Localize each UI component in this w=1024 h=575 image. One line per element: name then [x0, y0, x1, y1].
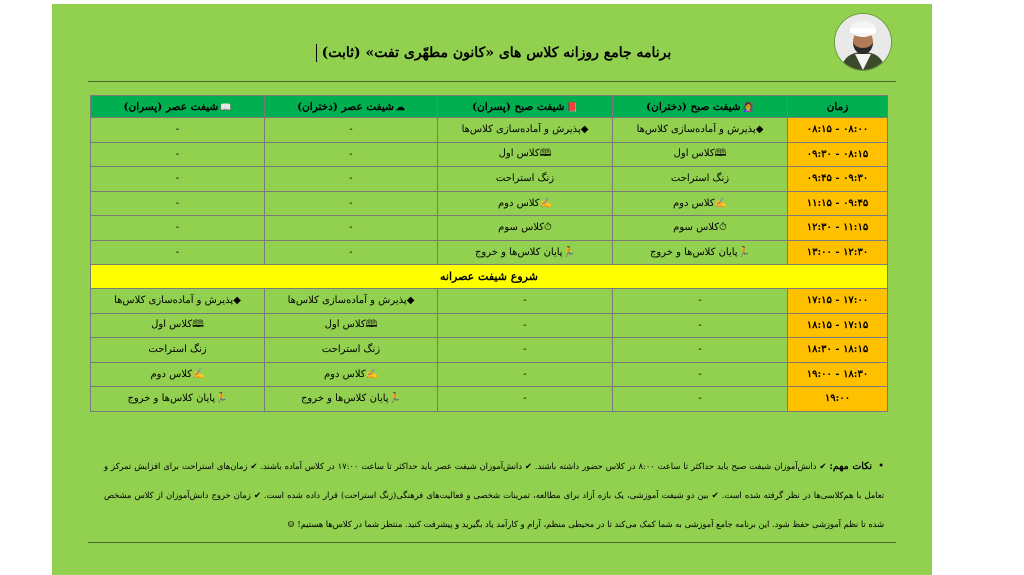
table-cell: ◆پذیرش و آماده‌سازی کلاس‌ها: [265, 289, 438, 314]
table-cell: -: [438, 338, 613, 363]
time-cell: ۱۸:۳۰ - ۱۹:۰۰: [788, 362, 888, 387]
table-cell: 🕮کلاس اول: [438, 142, 613, 167]
table-cell: -: [613, 338, 788, 363]
table-cell: -: [613, 362, 788, 387]
schedule-table: [90, 95, 888, 412]
cloud-icon: ☁: [395, 102, 405, 113]
table-cell: -: [91, 191, 265, 216]
table-cell: -: [91, 216, 265, 241]
table-row: [91, 142, 888, 167]
table-cell: ⏱کلاس سوم: [613, 216, 788, 241]
header-girls-afternoon: [265, 96, 438, 118]
time-cell: ۰۹:۳۰ - ۰۹:۴۵: [788, 167, 888, 192]
table-cell: زنگ استراحت: [613, 167, 788, 192]
table-row: [91, 240, 888, 265]
table-cell: ✍کلاس دوم: [91, 362, 265, 387]
table-cell: -: [265, 240, 438, 265]
table-cell: 🏃پایان کلاس‌ها و خروج: [265, 387, 438, 412]
table-cell: ◆پذیرش و آماده‌سازی کلاس‌ها: [438, 118, 613, 143]
table-cell: -: [438, 387, 613, 412]
table-cell: -: [91, 142, 265, 167]
table-cell: 🏃پایان کلاس‌ها و خروج: [438, 240, 613, 265]
afternoon-separator-label: شروع شیفت عصرانه: [91, 265, 888, 289]
header-girls-morning: [613, 96, 788, 118]
title-text: برنامه جامع روزانه کلاس های «کانون مطهّری تفت» (ثابت): [321, 45, 672, 61]
bullet-icon: •: [878, 461, 884, 472]
table-cell: ✍کلاس دوم: [438, 191, 613, 216]
header-boys-morning-label: شیفت صبح (پسران): [472, 100, 565, 113]
notes-text: ✔ دانش‌آموزان شیفت صبح باید حداکثر تا ساعت ۸:۰۰ در کلاس حضور داشته باشند. ✔ دانش‌آموزان شیفت عصر باید حداکثر تا ساعت ۱۷:۰۰ در کلاس آماده باشند. ✔ زمان‌های استراحت برای افزایش تمرکز و تعامل با هم‌کلاسی‌ها در نظر گرفته شده است. ✔ بین دو شیفت آموزشی، یک بازه آزاد برای مطالعه، تمرینات شخصی و فعالیت‌های فرهنگی(زنگ استراحت) قرار داده شده است. ✔ زمان خروج دانش‌آموزان از کلاس مشخص شده تا نظم آموزشی حفظ شود. این برنامه جامع آموزشی به شما کمک می‌کند تا در محیطی منظم، آرام و کارآمد یاد بگیرید و پیشرفت کنید. منتظر شما در کلاس‌ها هستیم! ☺: [104, 461, 884, 529]
time-cell: ۱۱:۱۵ - ۱۲:۳۰: [788, 216, 888, 241]
avatar: [835, 14, 891, 70]
header-boys-afternoon-label: شیفت عصر (پسران): [123, 100, 219, 113]
table-cell: 🕮کلاس اول: [265, 313, 438, 338]
table-row: [91, 362, 888, 387]
table-cell: 🏃پایان کلاس‌ها و خروج: [613, 240, 788, 265]
table-row: [91, 191, 888, 216]
table-cell: -: [438, 362, 613, 387]
header-girls-morning-label: شیفت صبح (دختران): [646, 100, 741, 113]
table-cell: -: [265, 142, 438, 167]
table-cell: -: [438, 313, 613, 338]
table-row: [91, 313, 888, 338]
table-cell: 🕮کلاس اول: [613, 142, 788, 167]
table-row: [91, 338, 888, 363]
table-cell: -: [613, 313, 788, 338]
header-boys-afternoon: [91, 96, 265, 118]
table-cell: زنگ استراحت: [91, 338, 265, 363]
page-title: [232, 44, 752, 62]
table-cell: ◆پذیرش و آماده‌سازی کلاس‌ها: [613, 118, 788, 143]
table-cell: -: [265, 167, 438, 192]
table-cell: 🕮کلاس اول: [91, 313, 265, 338]
table-cell: -: [265, 118, 438, 143]
table-cell: ⏱کلاس سوم: [438, 216, 613, 241]
table-cell: زنگ استراحت: [438, 167, 613, 192]
time-cell: ۰۸:۰۰ - ۰۸:۱۵: [788, 118, 888, 143]
table-cell: -: [438, 289, 613, 314]
table-cell: ✍کلاس دوم: [613, 191, 788, 216]
table-row: [91, 387, 888, 412]
table-cell: -: [91, 167, 265, 192]
table-cell: -: [613, 289, 788, 314]
time-cell: ۱۸:۱۵ - ۱۸:۳۰: [788, 338, 888, 363]
top-divider: [88, 81, 896, 82]
time-cell: ۱۲:۳۰ - ۱۳:۰۰: [788, 240, 888, 265]
title-caret: [316, 44, 317, 62]
time-cell: ۰۸:۱۵ - ۰۹:۳۰: [788, 142, 888, 167]
header-time-label: زمان: [826, 100, 849, 113]
table-header-row: [91, 96, 888, 118]
table-cell: 🏃پایان کلاس‌ها و خروج: [91, 387, 265, 412]
important-notes: [104, 452, 884, 539]
time-cell: ۱۷:۰۰ - ۱۷:۱۵: [788, 289, 888, 314]
cleric-portrait-icon: [835, 14, 891, 70]
teacher-icon: 👩‍🏫: [742, 102, 754, 113]
afternoon-separator-row: [91, 265, 888, 289]
table-row: [91, 167, 888, 192]
table-row: [91, 216, 888, 241]
table-cell: -: [265, 191, 438, 216]
table-cell: ◆پذیرش و آماده‌سازی کلاس‌ها: [91, 289, 265, 314]
time-cell: ۱۷:۱۵ - ۱۸:۱۵: [788, 313, 888, 338]
page-background: [52, 4, 932, 575]
header-boys-morning: [438, 96, 613, 118]
table-cell: زنگ استراحت: [265, 338, 438, 363]
header-time: [788, 96, 888, 118]
table-row: [91, 289, 888, 314]
time-cell: ۱۹:۰۰: [788, 387, 888, 412]
table-cell: -: [265, 216, 438, 241]
bottom-divider: [88, 542, 896, 543]
open-book-icon: 📖: [220, 102, 232, 113]
notes-label: نکات مهم:: [829, 461, 873, 472]
table-row: [91, 118, 888, 143]
table-cell: -: [613, 387, 788, 412]
table-cell: -: [91, 118, 265, 143]
time-cell: ۰۹:۴۵ - ۱۱:۱۵: [788, 191, 888, 216]
table-cell: ✍کلاس دوم: [265, 362, 438, 387]
header-girls-afternoon-label: شیفت عصر (دختران): [297, 100, 394, 113]
book-icon: 📕: [566, 102, 578, 113]
table-cell: -: [91, 240, 265, 265]
